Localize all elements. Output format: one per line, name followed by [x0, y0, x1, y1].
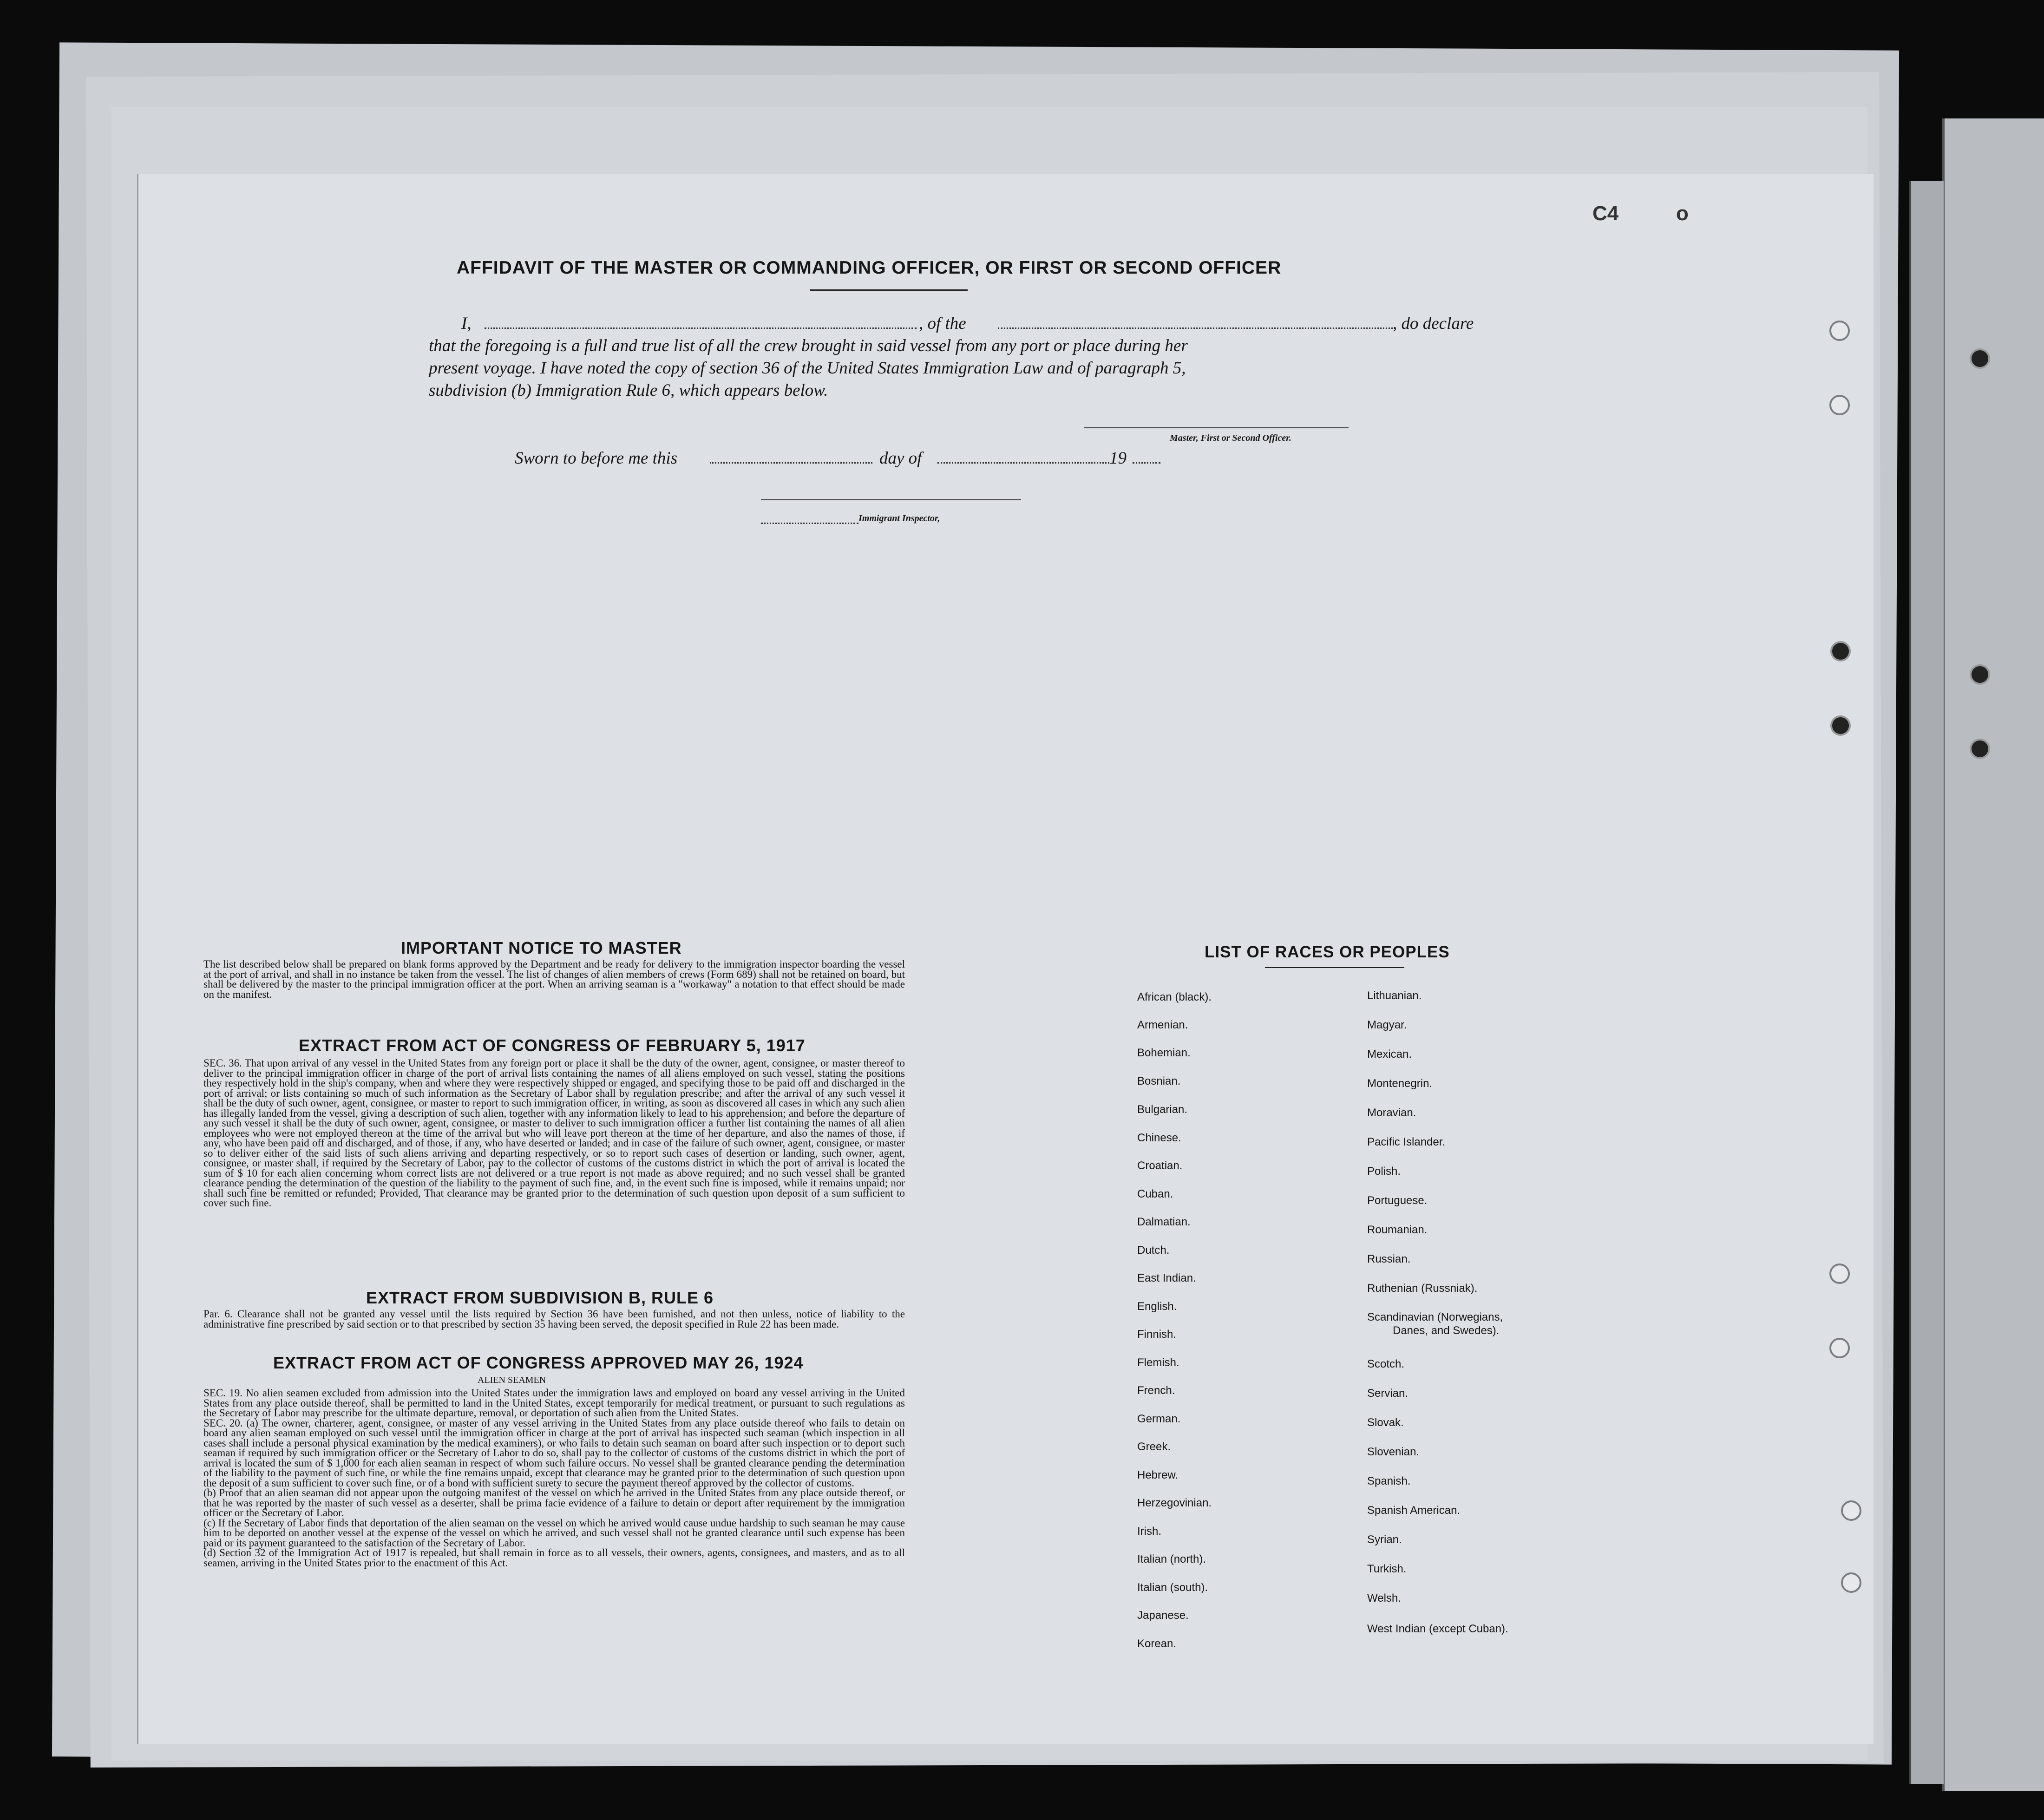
- race-item: African (black).: [1137, 991, 1212, 1003]
- race-item: Danes, and Swedes).: [1393, 1324, 1500, 1337]
- binder-hole: [1970, 664, 1990, 685]
- race-item: Dutch.: [1137, 1244, 1170, 1257]
- race-item: Slovenian.: [1367, 1446, 1420, 1458]
- binder-hole: [1829, 1264, 1850, 1284]
- inspector-prefix-blank: [761, 523, 858, 524]
- title-underline: [810, 289, 968, 291]
- race-item: Chinese.: [1137, 1132, 1181, 1144]
- race-item: Magyar.: [1367, 1019, 1407, 1031]
- affidavit-line-4: subdivision (b) Immigration Rule 6, which appears below.: [429, 381, 828, 400]
- year-prefix: 19: [1109, 449, 1127, 468]
- race-item: Scotch.: [1367, 1358, 1405, 1370]
- race-item: Spanish.: [1367, 1475, 1411, 1487]
- signature-line: [1084, 427, 1349, 428]
- race-item: Cuban.: [1137, 1188, 1173, 1200]
- race-item: Portuguese.: [1367, 1194, 1428, 1207]
- binder-hole: [1830, 715, 1851, 736]
- vessel-blank: [998, 327, 1393, 329]
- race-item: Lithuanian.: [1367, 989, 1422, 1002]
- race-item: Herzegovinian.: [1137, 1497, 1212, 1509]
- race-item: Japanese.: [1137, 1609, 1189, 1622]
- race-item: Finnish.: [1137, 1328, 1177, 1341]
- affidavit-line-2: that the foregoing is a full and true list of all the crew brought in said vessel from any port or place during her: [429, 336, 1188, 355]
- notice-title: IMPORTANT NOTICE TO MASTER: [401, 938, 682, 957]
- race-item: Flemish.: [1137, 1356, 1179, 1369]
- inspector-caption: Immigrant Inspector,: [858, 513, 940, 524]
- race-item: Bohemian.: [1137, 1047, 1191, 1059]
- binder-hole: [1970, 348, 1990, 369]
- extract-1917-title: EXTRACT FROM ACT OF CONGRESS OF FEBRUARY 5, 1917: [299, 1036, 806, 1055]
- binder-hole: [1970, 739, 1990, 759]
- binder-hole: [1829, 1338, 1850, 1358]
- race-item: Italian (north).: [1137, 1553, 1206, 1565]
- binder-hole: [1830, 641, 1851, 661]
- extract-1924-text: SEC. 19. No alien seamen excluded from admission into the United States under the immigration laws and employed on board any vessel arriving in the United States from any place outside thereof, shall be permitted to land in the United States, except temporarily for medical treatment, or pursuant to such regulations as the Secretary of Labor may prescribe for the ultimate departure, removal, or deportation of such alien from the United States. SEC. 20. (a) The owner, charterer, agent, consignee, or master of any vessel arriving in the United States from any place outside thereof who fails to detain on board any alien seaman employed on such vessel until the immigration officer in charge at the port of arrival has inspected such seaman (which inspection in all cases shall include a personal physical examination by the medical examiners), or who fails to detain such seaman on board after such inspection or to deport such seaman if required by such immigration officer or the Secretary of Labor to do so, shall pay to the collector of customs of the customs district in which the port of arrival is located the sum of $ 1,000 for each alien seaman in respect of whom such failure occurs. No vessel shall be granted clearance pending the determination of the liability to the payment of such fine, or while the fine remains unpaid, except that clearance may be granted prior to the determination of such question upon the deposit of a sum sufficient to cover such fine, or of a bond with sufficient surety to secure the payment thereof approved by the collector of customs. (b) Proof that an alien seaman did not appear upon the outgoing manifest of the vessel on which he arrived in the United States from any place outside thereof, or that he was reported by the master of such vessel as a deserter, shall be prima facie evidence of a failure to detain or deport after requirement by the immigration officer or the Secretary of Labor. (c) If the Secretary of Labor finds that deportation of the alien seaman on the vessel on which he arrived would cause undue hardship to such seaman he may cause him to be deported on another vessel at the expense of the vessel on which he arrived, and such vessel shall not be granted clearance until such expense has been paid or its payment guaranteed to the satisfaction of the Secretary of Labor. (d) Section 32 of the Immigration Act of 1917 is repealed, but shall remain in force as to all vessels, their owners, agents, consignees, and masters, and as to all seamen, arriving in the United States prior to the enactment of this Act.: [203, 1387, 905, 1569]
- race-item: West Indian (except Cuban).: [1367, 1623, 1508, 1635]
- rule6-text: Par. 6. Clearance shall not be granted any vessel until the lists required by Section 36 have been furnished, and not then unless, notice of liability to the administrative fine prescribed by said section or to that prescribed by section 35 having been served, the deposit specified in Rule 22 has been made.: [203, 1308, 905, 1330]
- race-item: Irish.: [1137, 1525, 1162, 1538]
- adjacent-page-edge: [1909, 181, 1944, 1784]
- month-blank: [937, 462, 1109, 464]
- race-item: French.: [1137, 1384, 1175, 1397]
- binder-hole: [1829, 395, 1850, 415]
- extract-1924-title: EXTRACT FROM ACT OF CONGRESS APPROVED MAY 26, 1924: [273, 1353, 804, 1372]
- binder-hole: [1841, 1500, 1861, 1521]
- adjacent-page-edge: [1942, 118, 2044, 1791]
- year-blank: [1133, 462, 1160, 464]
- notice-text: The list described below shall be prepared on blank forms approved by the Department and be ready for delivery to the immigration inspector boarding the vessel at the port of arrival, and shall in no instance be taken from the vessel. The list of changes of alien members of crews (Form 689) shall not be retained on board, but shall be delivered by the master to the principal immigration officer at the port. When an arriving seaman is a "workaway" a notation to that effect should be made on the manifest.: [203, 958, 905, 1000]
- race-item: Armenian.: [1137, 1019, 1188, 1031]
- race-item: East Indian.: [1137, 1272, 1196, 1284]
- race-item: Hebrew.: [1137, 1469, 1179, 1481]
- races-title: LIST OF RACES OR PEOPLES: [1205, 943, 1450, 961]
- races-title-underline: [1265, 967, 1404, 968]
- race-item: Pacific Islander.: [1367, 1136, 1446, 1148]
- race-item: Polish.: [1367, 1165, 1401, 1178]
- alien-seamen-subtitle: ALIEN SEAMEN: [478, 1375, 546, 1385]
- race-item: Mexican.: [1367, 1048, 1412, 1061]
- sworn-day-blank: [710, 462, 872, 464]
- race-item: English.: [1137, 1300, 1177, 1313]
- binder-hole: [1841, 1572, 1861, 1593]
- race-item: Servian.: [1367, 1387, 1409, 1400]
- race-item: Welsh.: [1367, 1592, 1401, 1604]
- binder-hole: [1829, 321, 1850, 341]
- race-item: Montenegrin.: [1367, 1077, 1433, 1090]
- race-item: Ruthenian (Russniak).: [1367, 1282, 1478, 1295]
- affidavit-declare: , do declare: [1393, 314, 1474, 333]
- race-item: Turkish.: [1367, 1563, 1407, 1575]
- race-item: Slovak.: [1367, 1416, 1404, 1429]
- race-item: Dalmatian.: [1137, 1216, 1191, 1228]
- affidavit-title: AFFIDAVIT OF THE MASTER OR COMMANDING OFFICER, OR FIRST OR SECOND OFFICER: [457, 258, 1282, 278]
- inspector-signature-line: [761, 499, 1021, 500]
- race-item: Scandinavian (Norwegians,: [1367, 1311, 1503, 1323]
- rule6-title: EXTRACT FROM SUBDIVISION B, RULE 6: [366, 1288, 714, 1307]
- affidavit-line-3: present voyage. I have noted the copy of section 36 of the United States Immigration Law and of paragraph 5,: [429, 359, 1186, 378]
- race-item: Spanish American.: [1367, 1504, 1461, 1517]
- race-item: Korean.: [1137, 1637, 1177, 1650]
- sworn-text: Sworn to before me this: [515, 449, 678, 468]
- affidavit-of-the: , of the: [919, 314, 966, 333]
- race-item: Greek.: [1137, 1440, 1171, 1453]
- affidavit-i: I,: [461, 314, 472, 333]
- race-item: Roumanian.: [1367, 1224, 1428, 1236]
- day-of-text: day of: [879, 449, 922, 468]
- handwritten-mark: C4: [1592, 202, 1619, 225]
- race-item: Syrian.: [1367, 1533, 1402, 1546]
- race-item: Italian (south).: [1137, 1581, 1208, 1594]
- race-item: German.: [1137, 1413, 1181, 1425]
- handwritten-mark: o: [1676, 202, 1689, 225]
- race-item: Bosnian.: [1137, 1075, 1181, 1087]
- name-blank: [485, 327, 917, 329]
- extract-1917-text: SEC. 36. That upon arrival of any vessel in the United States from any foreign port or place it shall be the duty of the owner, agent, consignee, or master thereof to deliver to the principal immigration officer in charge of the port of arrival lists containing the names of all aliens employed on such vessel, stating the positions they respectively hold in the ship's company, when and where they were respectively shipped or engaged, and specifying those to be paid off and discharged in the port of arrival; or lists containing so much of such information as the Secretary of Labor shall by regulation prescribe; and after the arrival of any such vessel it shall be the duty of such owner, agent, consignee, or master to report to such immigration officer, in writing, as soon as discovered all cases in which any such alien has illegally landed from the vessel, giving a description of such alien, together with any information likely to lead to his apprehension; and before the departure of any such vessel it shall be the duty of such owner, agent, consignee, or master to deliver to such immigration officer a further list containing the names of all alien employees who were not employed thereon at the time of the arrival but who will leave port thereon at the time of her departure, and also the names of those, if any, who have been paid off and discharged, and of those, if any, who have deserted or landed; and in case of the failure of such owner, agent, consignee, or master so to deliver either of the said lists of such aliens arriving and departing respectively, or so to report such cases of desertion or landing, such owner, agent, consignee, or master shall, if required by the Secretary of Labor, pay to the collector of customs of the customs district in which the port of arrival is located the sum of $ 10 for each alien concerning whom correct lists are not delivered or a true report is not made as above required; and no such vessel shall be granted clearance pending the determination of the question of the liability to the payment of such fine, and, in the event such fine is imposed, while it remains unpaid; nor shall such fine be remitted or refunded; Provided, That clearance may be granted prior to the determination of such question upon deposit of a sum sufficient to cover such fine.: [203, 1057, 905, 1209]
- race-item: Bulgarian.: [1137, 1103, 1188, 1116]
- signature-caption: Master, First or Second Officer.: [1170, 433, 1291, 443]
- race-item: Croatian.: [1137, 1159, 1183, 1172]
- manifest-page: [137, 174, 1874, 1744]
- race-item: Russian.: [1367, 1253, 1411, 1265]
- race-item: Moravian.: [1367, 1106, 1416, 1119]
